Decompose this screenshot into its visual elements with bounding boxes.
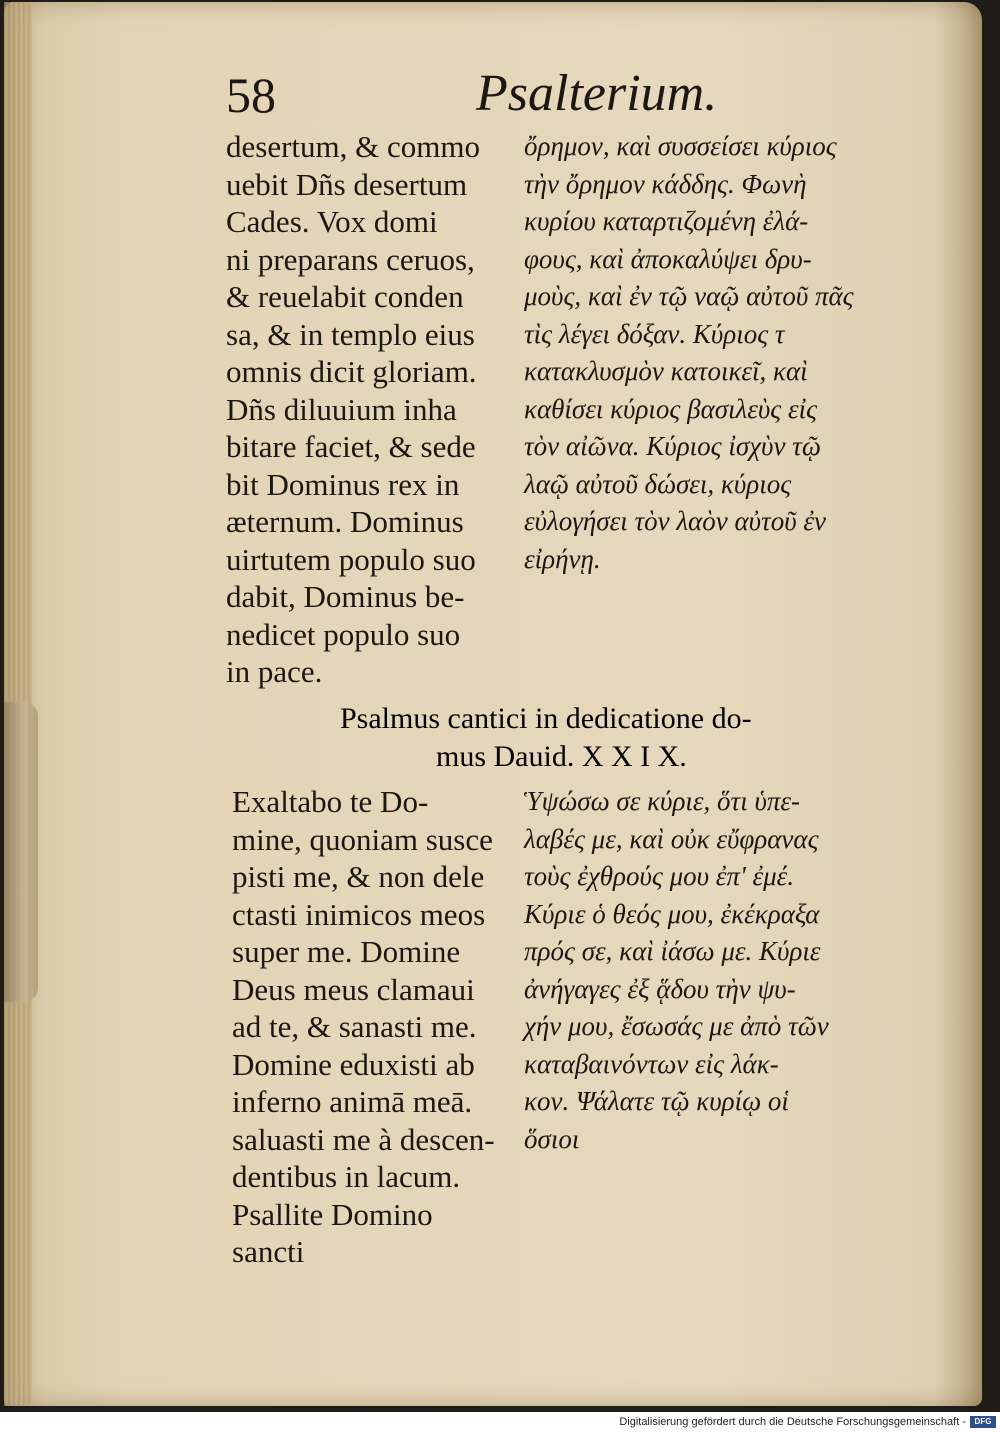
psalm-heading-line2: mus Dauid. X X I X.	[436, 740, 687, 773]
greek-text-line: ὅσιοι	[524, 1123, 580, 1154]
greek-text-line: μοὺς, καὶ ἐν τῷ ναῷ αὐτοῦ πᾶς	[524, 281, 854, 311]
greek-text-line: τὸν αἰῶνα. Κύριος ἰσχὺν τῷ	[524, 431, 821, 461]
latin-text-line: Domine eduxisti ab	[232, 1046, 475, 1082]
latin-text-line: sancti	[232, 1234, 305, 1269]
latin-text-line: bitare faciet, & sede	[226, 429, 476, 464]
greek-text-line: εἰρήνῃ.	[524, 543, 601, 574]
greek-column-block2	[524, 783, 944, 1158]
latin-text-line: ad te, & sanasti me.	[232, 1009, 477, 1044]
latin-text-line: & reuelabit conden	[226, 279, 464, 314]
latin-text-line: uebit Dñs desertum	[226, 166, 468, 202]
latin-text-line: ctasti inimicos meos	[232, 896, 486, 932]
latin-text-line: Cades. Vox domi	[226, 204, 438, 239]
latin-text-line: pisti me, & non dele	[232, 859, 485, 894]
latin-text-line: uirtutem populo suo	[226, 541, 476, 577]
greek-text-line: χήν μου, ἔσωσάς με ἀπὸ τῶν	[524, 1011, 829, 1041]
latin-text-line: Psallite Domino	[232, 1196, 433, 1232]
latin-text-line: omnis dicit gloriam.	[226, 354, 477, 389]
latin-text-line: Exaltabo te Do-	[232, 784, 429, 819]
latin-text-line: inferno animā meā.	[232, 1084, 473, 1119]
latin-text-line: nedicet populo suo	[226, 616, 461, 652]
greek-text-line: τὴν ὄρημον κάδδης. Φωνὴ	[524, 168, 807, 199]
greek-text-line: Κύριε ὁ θεός μου, ἐκέκραξα	[524, 898, 820, 929]
latin-text-line: Dñs diluuium inha	[226, 391, 457, 427]
greek-text-line: πρός σε, καὶ ἰάσω με. Κύριε	[524, 936, 821, 966]
latin-text-line: æternum. Dominus	[226, 504, 464, 539]
psalm-heading	[340, 700, 860, 776]
greek-text-line: κον. Ψάλατε τῷ κυρίῳ οἱ	[524, 1086, 789, 1116]
greek-text-line: Ὑψώσω σε κύριε, ὅτι ὑπε-	[524, 786, 801, 816]
greek-column-block1	[524, 128, 944, 578]
latin-column-block2	[232, 783, 522, 1271]
dfg-logo: DFG	[970, 1416, 996, 1428]
latin-text-line: desertum, & commo	[226, 129, 480, 164]
greek-text-line: φους, καὶ ἀποκαλύψει δρυ-	[524, 243, 812, 274]
latin-text-line: dabit, Dominus be-	[226, 579, 465, 614]
latin-text-line: saluasti me à descen-	[232, 1121, 495, 1157]
greek-text-line: τὶς λέγει δόξαν. Κύριος τ	[524, 318, 785, 349]
latin-text-line: super me. Domine	[232, 934, 461, 969]
greek-text-line: ἀνήγαγες ἐξ ᾅδου τὴν ψυ-	[524, 973, 796, 1004]
running-title: Psalterium.	[476, 65, 718, 122]
greek-text-line: καταβαινόντων εἰς λάκ-	[524, 1048, 779, 1079]
greek-text-line: εὐλογήσει τὸν λαὸν αὐτοῦ ἐν	[524, 506, 826, 536]
latin-column-block1	[226, 128, 516, 691]
greek-text-line: λαῷ αὐτοῦ δώσει, κύριος	[524, 468, 792, 499]
latin-text-line: ni preparans ceruos,	[226, 241, 475, 277]
psalm-heading-line1: Psalmus cantici in dedicatione do-	[340, 702, 752, 735]
latin-text-line: sa, & in templo eius	[226, 316, 475, 352]
greek-text-line: τοὺς ἐχθρούς μου ἐπ' ἐμέ.	[524, 861, 795, 891]
page-number: 58	[226, 67, 276, 123]
latin-text-line: bit Dominus rex in	[226, 466, 460, 502]
footer-credit: Digitalisierung gefördert durch die Deutsche Forschungsgemeinschaft -	[619, 1416, 966, 1428]
page-clip	[4, 702, 38, 1002]
latin-text-line: mine, quoniam susce	[232, 821, 493, 857]
greek-text-line: κυρίου καταρτιζομένη ἐλά-	[524, 206, 809, 236]
greek-text-line: ὄρημον, καὶ συσσείσει κύριος	[524, 131, 837, 161]
greek-text-line: κατακλυσμὸν κατοικεῖ, καὶ	[524, 356, 808, 386]
greek-text-line: λαβές με, καὶ οὐκ εὔφρανας	[524, 823, 819, 854]
latin-text-line: Deus meus clamaui	[232, 971, 475, 1007]
latin-text-line: in pace.	[226, 654, 323, 689]
footer-bar	[0, 1412, 1000, 1432]
greek-text-line: καθίσει κύριος βασιλεὺς εἰς	[524, 393, 818, 424]
latin-text-line: dentibus in lacum.	[232, 1159, 461, 1194]
